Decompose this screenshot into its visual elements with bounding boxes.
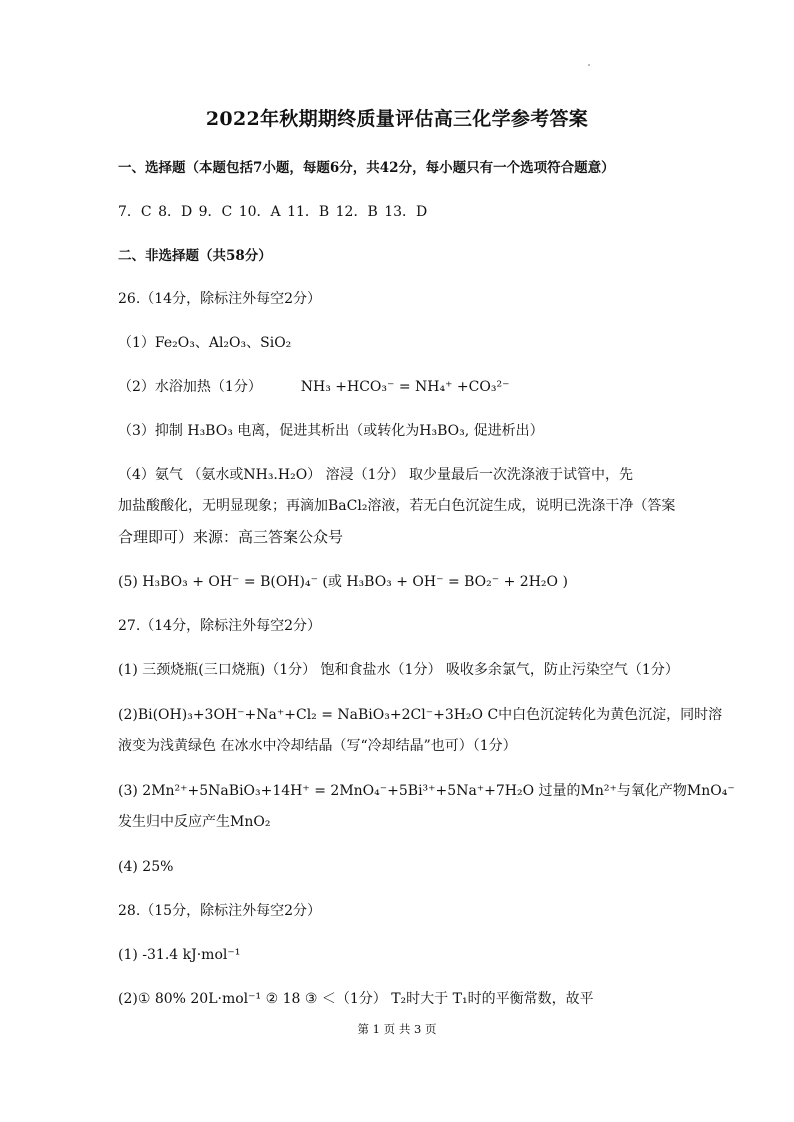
q27-part2-line2: 液变为浅黄绿色 在冰水中冷却结晶（写“冷却结晶”也可）（1分） [118,738,517,754]
mc-answers: 7．C 8．D 9．C 10．A 11．B 12．B 13．D [118,204,428,220]
q26-part2-equation: NH₃ +HCO₃⁻ = NH₄⁺ +CO₃²⁻ [300,379,510,395]
q26-part1: （1）Fe₂O₃、Al₂O₃、SiO₂ [118,335,292,351]
q26-header: 26.（14分，除标注外每空2分） [118,291,321,307]
q27-part4: (4) 25% [118,859,174,875]
q26-part4-line2: 加盐酸酸化，无明显现象；再滴加BaCl₂溶液，若无白色沉淀生成，说明已洗涤干净（答案 [118,498,676,514]
page-title: 2022年秋期期终质量评估高三化学参考答案 [205,108,589,130]
q28-part1: (1) -31.4 kJ·mol⁻¹ [118,947,241,963]
q28-part2: (2)① 80% 20L·mol⁻¹ ② 18 ③ ＜（1分） T₂时大于 T₁时的平衡常数，故平 [118,991,594,1007]
page-footer: 第 1 页 共 3 页 [357,1022,437,1036]
q28-header: 28.（15分，除标注外每空2分） [118,903,321,919]
q27-part3-line1: (3) 2Mn²⁺+5NaBiO₃+14H⁺ = 2MnO₄⁻+5Bi³⁺+5Na⁺+7H₂O 过量的Mn²⁺与氧化产物MnO₄⁻ [118,783,735,799]
q27-part2-line1: (2)Bi(OH)₃+3OH⁻+Na⁺+Cl₂ = NaBiO₃+2Cl⁻+3H₂O C中白色沉淀转化为黄色沉淀，同时溶 [118,707,723,723]
q26-part2-method: （2）水浴加热（1分） [118,379,262,395]
q26-part4-line1: （4）氨气 （氨水或NH₃.H₂O） 溶浸（1分） 取少量最后一次洗涤液于试管中，先 [118,467,633,483]
q26-part2 [118,377,509,397]
q27-part3-line2: 发生归中反应产生MnO₂ [118,814,271,830]
q26-part4-line3: 合理即可）来源：高三答案公众号 [118,528,344,546]
section2-heading: 二、非选择题（共58分） [118,248,272,264]
q26-part3: （3）抑制 H₃BO₃ 电离，促进其析出（或转化为H₃BO₃, 促进析出） [118,423,544,439]
q26-part5: (5) H₃BO₃ + OH⁻ = B(OH)₄⁻ (或 H₃BO₃ + OH⁻ = BO₂⁻ + 2H₂O ) [118,574,568,590]
scan-speck [588,64,590,66]
q27-part1: (1) 三颈烧瓶(三口烧瓶)（1分） 饱和食盐水（1分） 吸收多余氯气，防止污染空气（1分） [118,662,679,678]
q27-header: 27.（14分，除标注外每空2分） [118,618,321,634]
section1-heading: 一、选择题（本题包括7小题，每题6分，共42分，每小题只有一个选项符合题意） [118,160,615,176]
